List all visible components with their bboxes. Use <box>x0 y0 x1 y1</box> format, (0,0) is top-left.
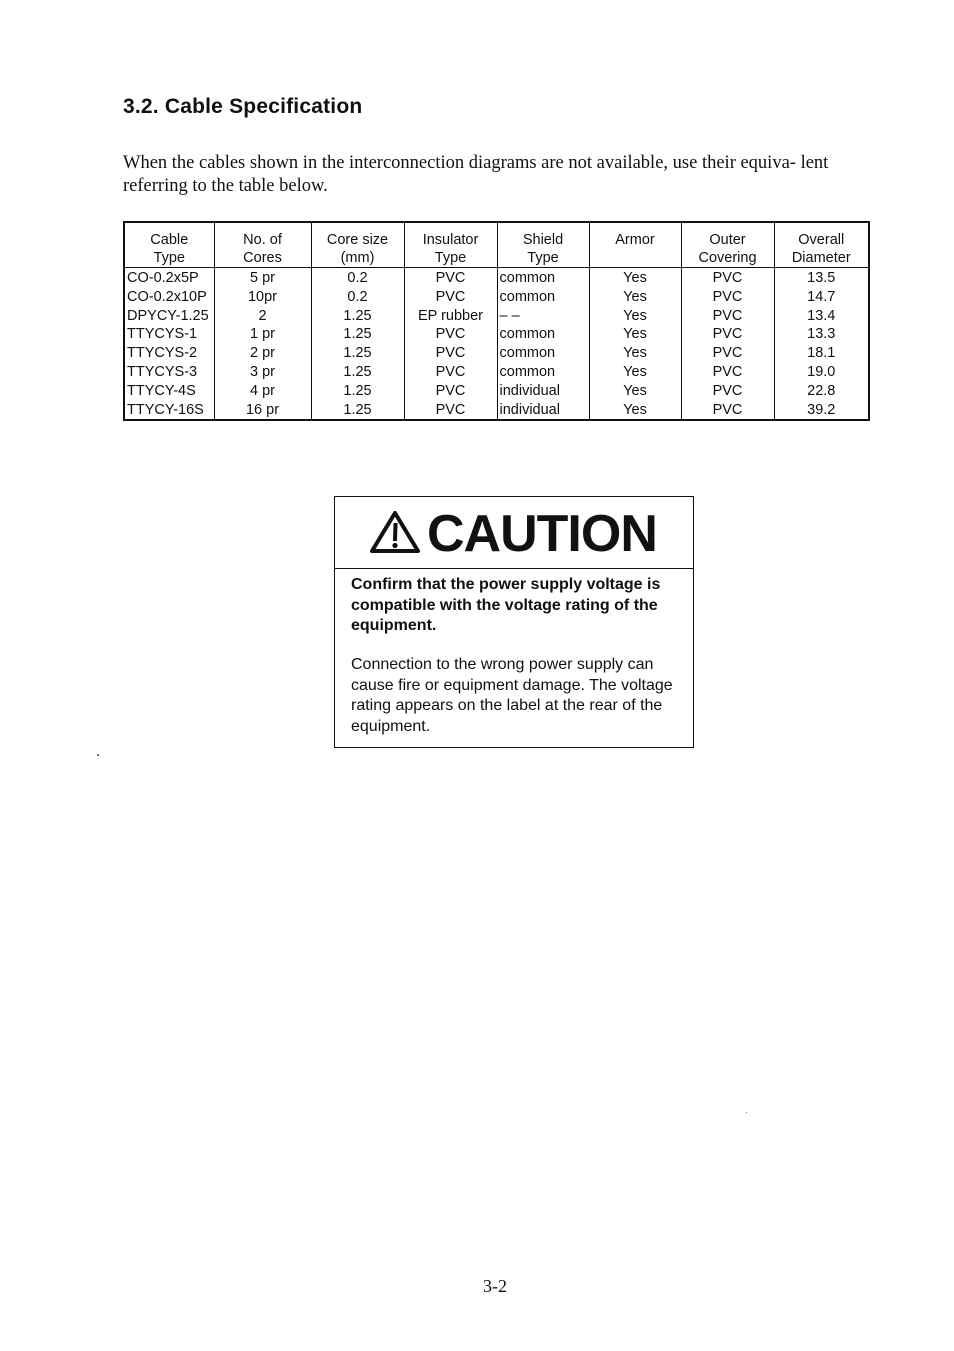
table-cell: PVC <box>681 382 774 401</box>
column-header-line-1: Core size <box>326 232 389 248</box>
table-row <box>124 325 869 344</box>
table-cell: PVC <box>681 288 774 307</box>
table-cell: individual <box>497 401 589 421</box>
column-header <box>681 222 774 268</box>
table-cell: Yes <box>589 344 681 363</box>
table-cell: PVC <box>404 344 497 363</box>
table-cell: Yes <box>589 382 681 401</box>
table-cell: Yes <box>589 307 681 326</box>
column-header <box>497 222 589 268</box>
column-header-line-2: Type <box>434 250 467 266</box>
column-header-line-2: (mm) <box>340 250 375 266</box>
column-header-line-1: No. of <box>243 232 282 248</box>
table-row <box>124 307 869 326</box>
table-cell: 18.1 <box>774 344 869 363</box>
table-cell: PVC <box>681 344 774 363</box>
column-header-line-2: Type <box>527 250 559 266</box>
table-cell: 2 pr <box>214 344 311 363</box>
table-cell: DPYCY-1.25 <box>124 307 214 326</box>
table-cell: common <box>497 325 589 344</box>
table-cell: Yes <box>589 363 681 382</box>
cable-spec-table <box>123 221 870 421</box>
table-cell: 1.25 <box>311 344 404 363</box>
table-row <box>124 344 869 363</box>
table-cell: PVC <box>404 363 497 382</box>
table-cell: 13.4 <box>774 307 869 326</box>
table-cell: 39.2 <box>774 401 869 421</box>
column-header <box>589 222 681 268</box>
table-cell: 0.2 <box>311 268 404 288</box>
table-cell: PVC <box>404 401 497 421</box>
table-cell: common <box>497 288 589 307</box>
caution-body-text: Connection to the wrong power supply can cause fire or equipment damage. The voltage rating appears on the label at the rear of the equipment. <box>351 656 673 735</box>
table-cell: EP rubber <box>404 307 497 326</box>
table-cell: 14.7 <box>774 288 869 307</box>
table-cell: common <box>497 268 589 288</box>
intro-paragraph: When the cables shown in the interconnection diagrams are not available, use their equiva- lent referring to the table below. <box>123 153 829 196</box>
caution-header <box>335 497 693 569</box>
table-row <box>124 268 869 288</box>
column-header <box>311 222 404 268</box>
caution-bold-text: Confirm that the power supply voltage is compatible with the voltage rating of the equipment. <box>351 576 661 634</box>
caution-box <box>334 496 694 748</box>
table-cell: 10pr <box>214 288 311 307</box>
table-cell: PVC <box>404 268 497 288</box>
table-cell: 0.2 <box>311 288 404 307</box>
table-cell: 1.25 <box>311 325 404 344</box>
column-header <box>404 222 497 268</box>
table-cell: Yes <box>589 401 681 421</box>
table-cell: PVC <box>404 288 497 307</box>
table-cell: TTYCY-4S <box>124 382 214 401</box>
column-header-line-1: Shield <box>522 232 564 248</box>
table-cell: TTYCYS-2 <box>124 344 214 363</box>
table-cell: 1.25 <box>311 363 404 382</box>
column-header-line-1: Cable <box>150 232 189 248</box>
column-header-line-2: Type <box>153 250 185 266</box>
table-cell: 5 pr <box>214 268 311 288</box>
column-header-line-2: Covering <box>698 250 757 266</box>
table-cell: 16 pr <box>214 401 311 421</box>
table-cell: PVC <box>681 268 774 288</box>
table-cell: common <box>497 344 589 363</box>
table-cell: 4 pr <box>214 382 311 401</box>
caution-heading: CAUTION <box>427 505 657 563</box>
table-cell: Yes <box>589 268 681 288</box>
table-cell: PVC <box>404 382 497 401</box>
column-header-line-1: Overall <box>798 232 845 248</box>
table-cell: 13.3 <box>774 325 869 344</box>
table-header-row <box>124 222 869 268</box>
table-cell: CO-0.2x5P <box>124 268 214 288</box>
table-row <box>124 363 869 382</box>
scan-speck <box>97 754 99 756</box>
page-number: 3-2 <box>483 1276 507 1296</box>
table-cell: Yes <box>589 288 681 307</box>
table-cell: PVC <box>681 325 774 344</box>
table-cell: common <box>497 363 589 382</box>
table-cell: TTYCY-16S <box>124 401 214 421</box>
scan-speck <box>746 1112 747 1113</box>
column-header-line-2: Cores <box>243 250 282 266</box>
table-cell: TTYCYS-3 <box>124 363 214 382</box>
table-cell: CO-0.2x10P <box>124 288 214 307</box>
table-row <box>124 401 869 421</box>
table-cell: 1.25 <box>311 382 404 401</box>
column-header <box>214 222 311 268</box>
table-cell: 19.0 <box>774 363 869 382</box>
table-cell: 3 pr <box>214 363 311 382</box>
table-cell: PVC <box>404 325 497 344</box>
table-cell: – – <box>497 307 589 326</box>
table-cell: PVC <box>681 363 774 382</box>
table-row <box>124 288 869 307</box>
column-header-line-1: Armor <box>615 232 655 248</box>
table-body <box>124 268 869 421</box>
column-header-line-1: Insulator <box>422 232 479 248</box>
table-cell: TTYCYS-1 <box>124 325 214 344</box>
table-cell: individual <box>497 382 589 401</box>
column-header <box>124 222 214 268</box>
column-header-line-1: Outer <box>709 232 746 248</box>
table-cell: PVC <box>681 401 774 421</box>
table-row <box>124 382 869 401</box>
table-cell: 1 pr <box>214 325 311 344</box>
table-cell: 13.5 <box>774 268 869 288</box>
table-cell: 1.25 <box>311 307 404 326</box>
table-cell: 22.8 <box>774 382 869 401</box>
table-cell: 1.25 <box>311 401 404 421</box>
section-title: 3.2. Cable Specification <box>123 95 363 118</box>
table-cell: PVC <box>681 307 774 326</box>
column-header-line-2 <box>590 249 681 267</box>
table-cell: Yes <box>589 325 681 344</box>
warning-triangle-icon <box>369 510 421 554</box>
table-cell: 2 <box>214 307 311 326</box>
column-header-line-2: Diameter <box>791 250 851 266</box>
column-header <box>774 222 869 268</box>
